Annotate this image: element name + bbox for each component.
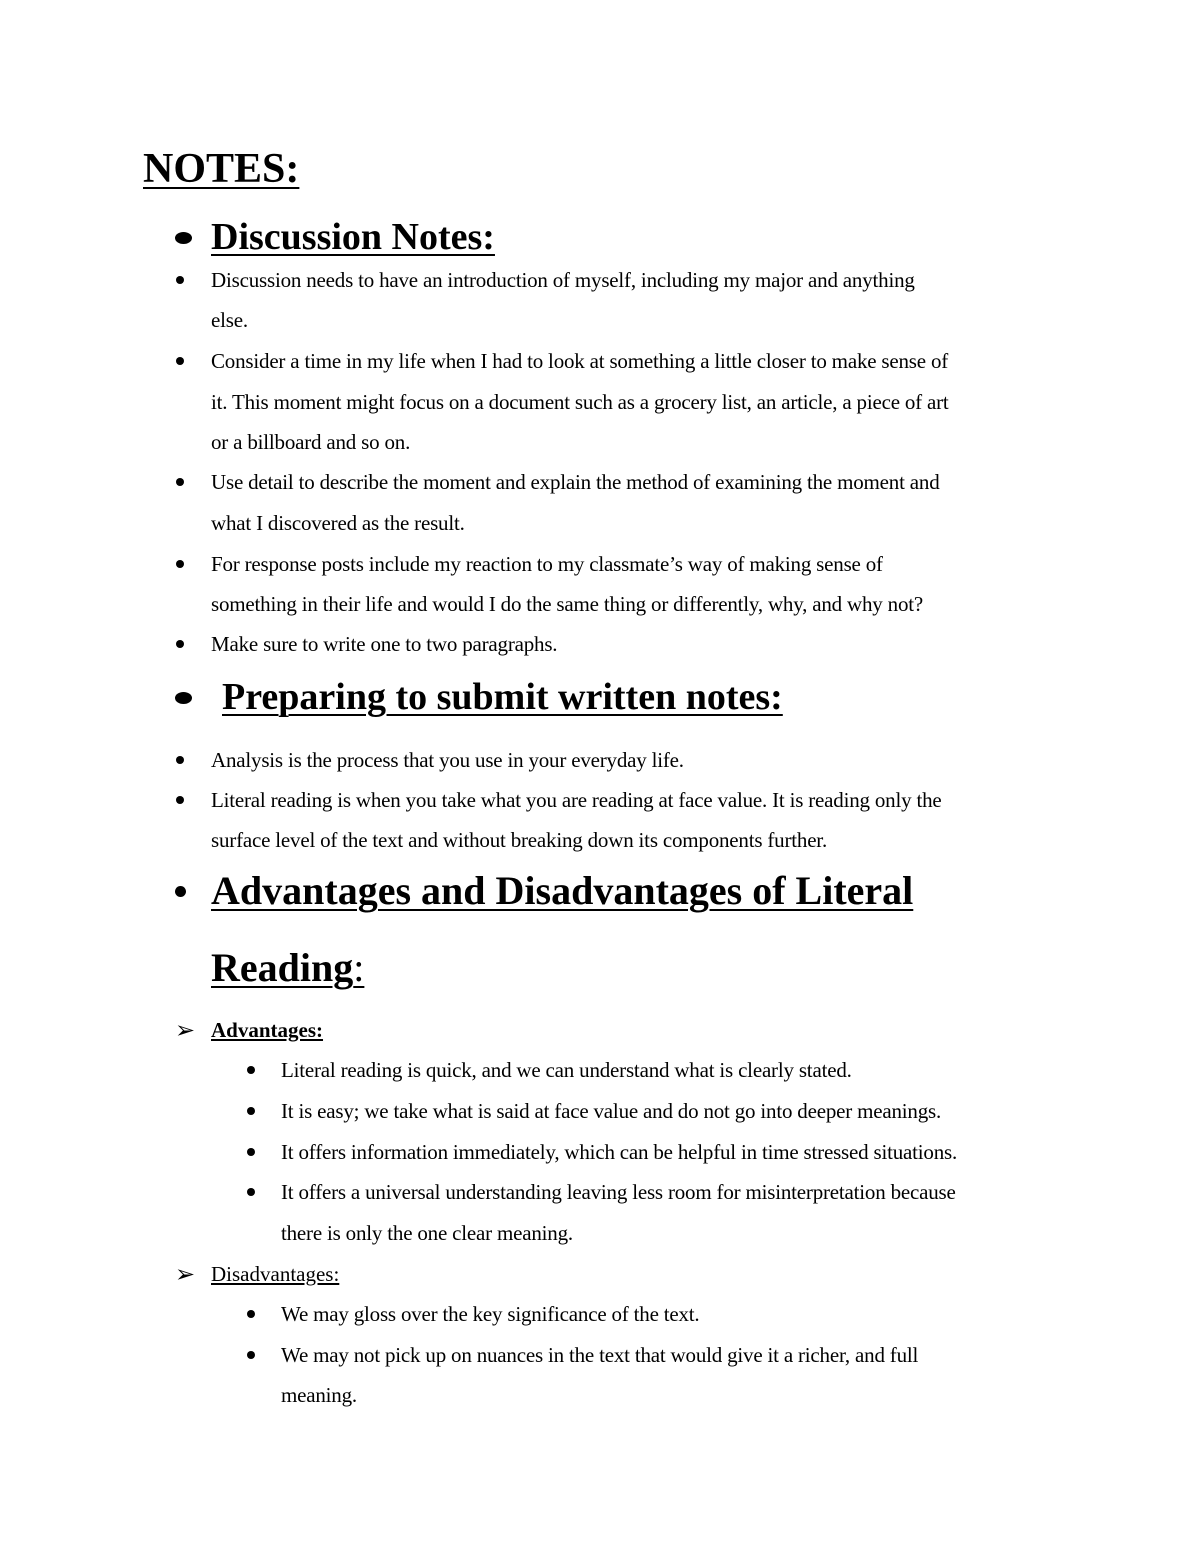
- list-item-line: else.: [211, 308, 248, 332]
- section-heading-advantages-disadvantages: Advantages and Disadvantages of Literal: [211, 868, 914, 913]
- list-item-line: Consider a time in my life when I had to look at something a little closer to make sense of: [211, 349, 949, 373]
- list-item-line: or a billboard and so on.: [211, 430, 411, 454]
- bullet-icon: [176, 560, 184, 568]
- section-heading-advantages-disadvantages-line2: [211, 943, 364, 993]
- list-item-line: something in their life and would I do the same thing or differently, why, and why not?: [211, 592, 924, 616]
- bullet-icon: [176, 756, 184, 764]
- arrow-bullet-icon: ➢: [175, 1260, 196, 1288]
- list-item-line: It is easy; we take what is said at face value and do not go into deeper meanings.: [281, 1099, 942, 1123]
- heading-bullet-icon: [175, 886, 186, 897]
- bullet-icon: [247, 1107, 255, 1115]
- page-title: NOTES:: [143, 146, 300, 192]
- list-item-line: there is only the one clear meaning.: [281, 1221, 573, 1245]
- list-item-line: Make sure to write one to two paragraphs.: [211, 632, 558, 656]
- list-item-line: Use detail to describe the moment and explain the method of examining the moment and: [211, 470, 940, 494]
- list-item-line: Literal reading is when you take what you are reading at face value. It is reading only the: [211, 788, 942, 812]
- bullet-icon: [247, 1310, 255, 1318]
- bullet-icon: [247, 1066, 255, 1074]
- section-heading-discussion: Discussion Notes:: [211, 216, 495, 258]
- list-item-line: We may gloss over the key significance of the text.: [281, 1302, 700, 1326]
- heading-bullet-icon: [175, 232, 192, 244]
- heading-bullet-icon: [175, 692, 192, 704]
- list-item-line: Discussion needs to have an introduction of myself, including my major and anything: [211, 268, 915, 292]
- list-item-line: Literal reading is quick, and we can understand what is clearly stated.: [281, 1058, 852, 1082]
- advantages-label: Advantages:: [211, 1018, 324, 1042]
- bullet-icon: [176, 357, 184, 365]
- list-item-line: what I discovered as the result.: [211, 511, 465, 535]
- disadvantages-label: Disadvantages:: [211, 1262, 340, 1286]
- bullet-icon: [247, 1148, 255, 1156]
- list-item-line: For response posts include my reaction to my classmate’s way of making sense of: [211, 552, 883, 576]
- heading-colon: :: [353, 945, 365, 990]
- section-heading-preparing: Preparing to submit written notes:: [222, 676, 783, 718]
- bullet-icon: [176, 640, 184, 648]
- list-item-line: We may not pick up on nuances in the text that would give it a richer, and full: [281, 1343, 919, 1367]
- list-item-line: It offers a universal understanding leaving less room for misinterpretation because: [281, 1180, 956, 1204]
- arrow-bullet-icon: ➢: [175, 1016, 196, 1044]
- bullet-icon: [247, 1351, 255, 1359]
- list-item-line: meaning.: [281, 1383, 357, 1407]
- list-item-line: It offers information immediately, which can be helpful in time stressed situations.: [281, 1140, 958, 1164]
- list-item-line: surface level of the text and without breaking down its components further.: [211, 828, 827, 852]
- list-item-line: Analysis is the process that you use in your everyday life.: [211, 748, 684, 772]
- bullet-icon: [176, 796, 184, 804]
- bullet-icon: [176, 276, 184, 284]
- list-item-line: it. This moment might focus on a document such as a grocery list, an article, a piece of art: [211, 390, 949, 414]
- bullet-icon: [247, 1188, 255, 1196]
- bullet-icon: [176, 478, 184, 486]
- heading-word: Reading: [211, 945, 354, 990]
